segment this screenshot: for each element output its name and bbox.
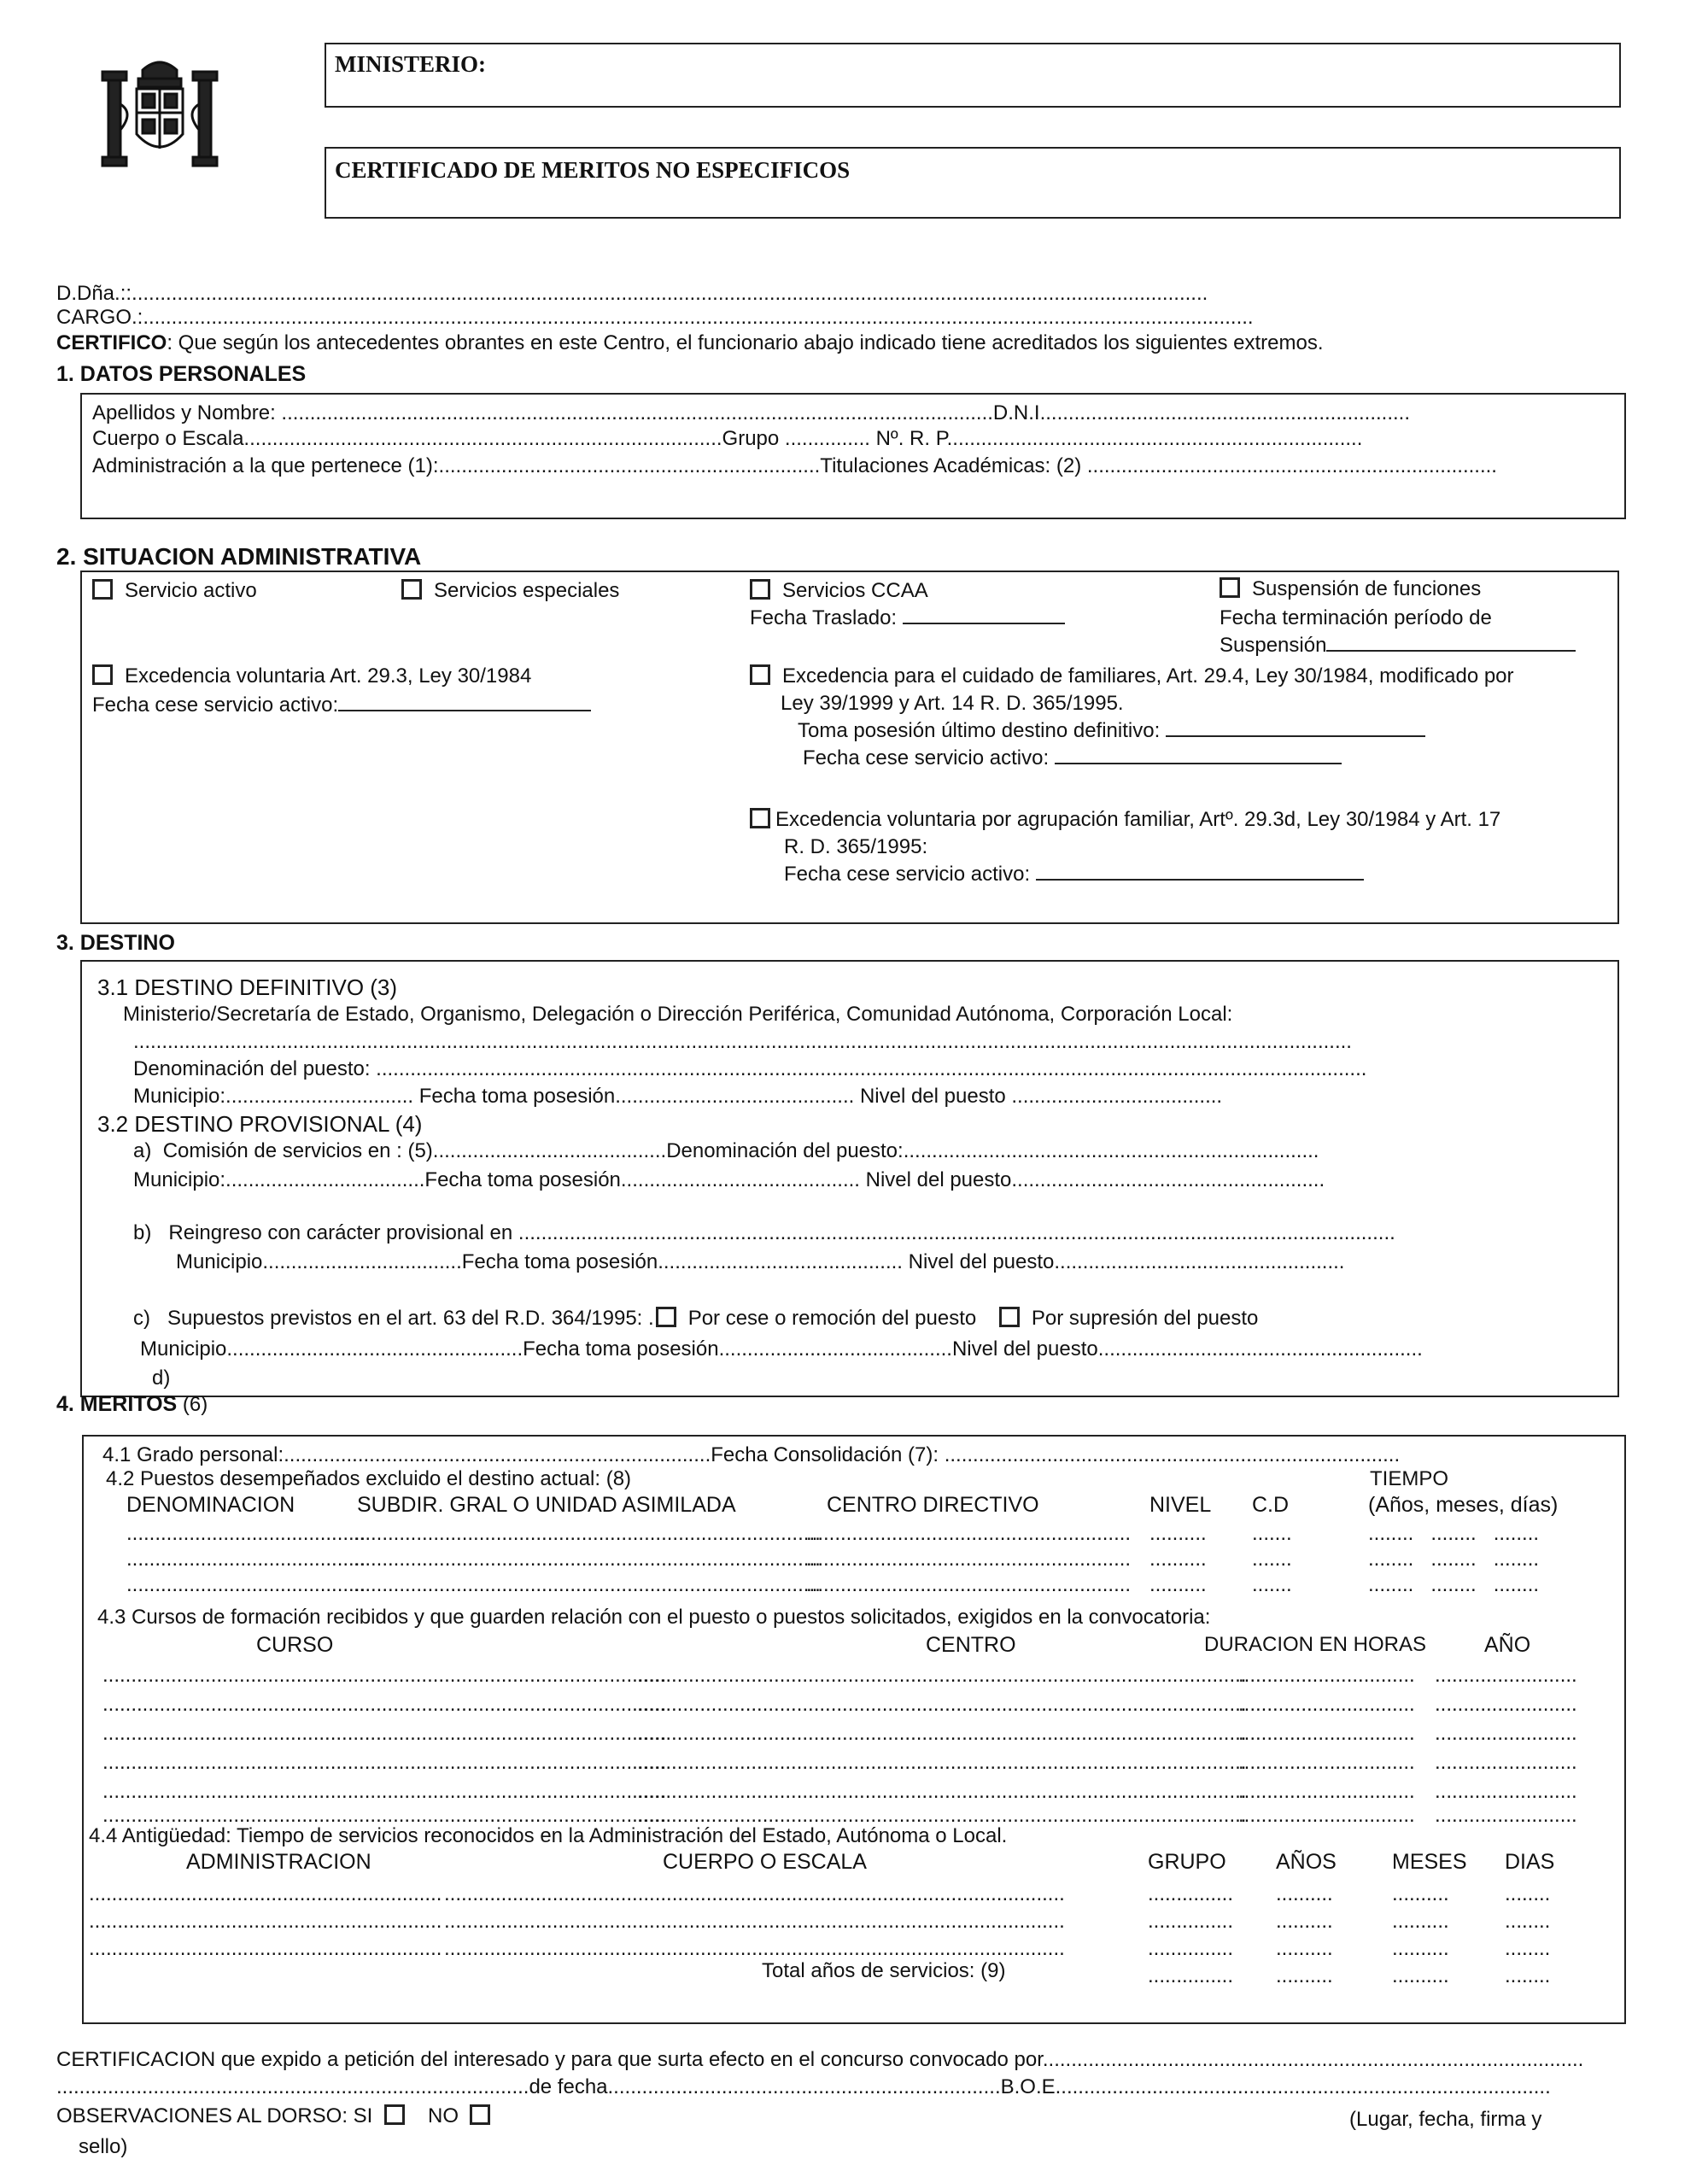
dna-field[interactable]: D.Dña.::............................................................................................................................................................................................. xyxy=(56,282,1208,305)
fecha-cese-1-field[interactable] xyxy=(338,694,591,711)
puestos-desempenados-label: 4.2 Puestos desempeñados excluido el destino actual: (8) xyxy=(106,1467,632,1490)
col-tiempo: (Años, meses, días) xyxy=(1368,1493,1559,1517)
toma-posesion-label: Toma posesión último destino definitivo: xyxy=(798,719,1161,742)
col-anio: AÑO xyxy=(1484,1633,1531,1657)
fecha-boe-field[interactable]: ...................................................................................de fecha.....................................................................B.O.E....................................................................................... xyxy=(56,2075,1551,2098)
grado-personal-field[interactable]: 4.1 Grado personal:...........................................................................Fecha Consolidación (7): ................................................................................ xyxy=(102,1443,1401,1466)
servicios-especiales-label: Servicios especiales xyxy=(434,579,620,602)
suspension-date-field[interactable] xyxy=(1326,635,1576,652)
item-c-letter: c) xyxy=(133,1307,150,1330)
col-subdireccion: SUBDIR. GRAL O UNIDAD ASIMILADA xyxy=(357,1493,736,1517)
excedencia-cuidado-label-2: Ley 39/1999 y Art. 14 R. D. 365/1995. xyxy=(781,692,1124,715)
excedencia-agrupacion-label: Excedencia voluntaria por agrupación familiar, Artº. 29.3d, Ley 30/1984 y Art. 17 xyxy=(775,808,1501,831)
municipio-definitivo-field[interactable]: Municipio:................................. Fecha toma posesión.......................................... Nivel del puesto ..................................... xyxy=(133,1085,1223,1108)
col-centro-directivo: CENTRO DIRECTIVO xyxy=(827,1493,1039,1517)
fecha-cese-2-label: Fecha cese servicio activo: xyxy=(803,746,1050,770)
suspension-label: Suspensión de funciones xyxy=(1252,577,1482,600)
col-centro: CENTRO xyxy=(926,1633,1016,1657)
col-grupo: GRUPO xyxy=(1148,1850,1226,1874)
fecha-cese-1-label: Fecha cese servicio activo: xyxy=(92,693,339,717)
municipio-c-field[interactable]: Municipio....................................................Fecha toma posesión.........................................Nivel del puesto......................................................... xyxy=(140,1337,1423,1361)
ministerio-label: MINISTERIO: xyxy=(335,51,487,77)
section-3-title: 3. DESTINO xyxy=(56,931,175,955)
col-duracion: DURACION EN HORAS xyxy=(1204,1633,1427,1656)
observaciones-no-checkbox[interactable] xyxy=(470,2104,490,2125)
excedencia-agrupacion-checkbox[interactable] xyxy=(750,808,770,828)
municipio-a-field[interactable]: Municipio:...................................Fecha toma posesión.......................................... Nivel del puesto....................................................... xyxy=(133,1168,1325,1191)
reingreso-field[interactable]: Reingreso con carácter provisional en .......................................................................................................................................................... xyxy=(168,1221,1395,1244)
ministerio-organismo-label: Ministerio/Secretaría de Estado, Organismo, Delegación o Dirección Periférica, Comunidad Autónoma, Corporación Local: xyxy=(123,1003,1233,1026)
title-box xyxy=(325,147,1621,219)
item-d-letter: d) xyxy=(152,1366,171,1390)
servicios-ccaa-label: Servicios CCAA xyxy=(782,579,928,602)
excedencia-agrupacion-label-2: R. D. 365/1995: xyxy=(784,835,928,858)
item-b-letter: b) xyxy=(133,1221,152,1244)
comision-servicios-field[interactable]: Comisión de servicios en : (5).........................................Denominación del puesto:......................................................................... xyxy=(162,1139,1319,1162)
toma-posesion-field[interactable] xyxy=(1166,720,1425,737)
fecha-traslado-field[interactable] xyxy=(903,607,1065,624)
section-4-note: (6) xyxy=(182,1393,208,1416)
excedencia-cuidado-checkbox[interactable] xyxy=(750,664,770,685)
section-4-title: 4. MERITOS xyxy=(56,1392,178,1416)
destino-definitivo-field[interactable]: ...................................................................................................................................................................................................................... xyxy=(133,1030,1352,1053)
excedencia-voluntaria-checkbox[interactable] xyxy=(92,664,113,685)
col-denominacion: DENOMINACION xyxy=(126,1493,295,1517)
municipio-b-field[interactable]: Municipio...................................Fecha toma posesión........................................... Nivel del puesto................................................... xyxy=(176,1250,1345,1273)
suspension-checkbox[interactable] xyxy=(1220,577,1240,598)
excedencia-cuidado-label: Excedencia para el cuidado de familiares, Art. 29.4, Ley 30/1984, modificado por xyxy=(782,664,1514,688)
cese-remocion-label: Por cese o remoción del puesto xyxy=(687,1307,977,1330)
tiempo-label: TIEMPO xyxy=(1370,1467,1449,1490)
col-curso: CURSO xyxy=(256,1633,334,1657)
fecha-cese-2-field[interactable] xyxy=(1055,747,1342,764)
col-cd: C.D xyxy=(1252,1493,1290,1517)
certifico-label: CERTIFICO xyxy=(56,331,167,354)
document-title: CERTIFICADO DE MERITOS NO ESPECIFICOS xyxy=(335,157,851,183)
cese-remocion-checkbox[interactable] xyxy=(656,1307,676,1327)
observaciones-label: OBSERVACIONES AL DORSO: SI xyxy=(56,2104,373,2127)
total-anios-label: Total años de servicios: (9) xyxy=(762,1959,1006,1982)
cargo-field[interactable]: CARGO.:................................................................................................................................................................................................... xyxy=(56,306,1254,329)
fecha-traslado-label: Fecha Traslado: xyxy=(750,606,898,629)
destino-provisional-title: 3.2 DESTINO PROVISIONAL (4) xyxy=(97,1111,423,1137)
section-1-title: 1. DATOS PERSONALES xyxy=(56,362,307,386)
servicio-activo-checkbox[interactable] xyxy=(92,579,113,600)
sello-label: sello) xyxy=(79,2135,128,2158)
col-cuerpo-escala: CUERPO O ESCALA xyxy=(663,1850,867,1874)
col-dias: DIAS xyxy=(1505,1850,1555,1874)
observaciones-si-checkbox[interactable] xyxy=(384,2104,405,2125)
lugar-fecha-firma-label: (Lugar, fecha, firma y xyxy=(1349,2108,1542,2131)
col-nivel: NIVEL xyxy=(1149,1493,1212,1517)
antiguedad-label: 4.4 Antigüedad: Tiempo de servicios reconocidos en la Administración del Estado, Autónoma o Local. xyxy=(89,1824,1008,1847)
denominacion-puesto-field[interactable]: Denominación del puesto: .............................................................................................................................................................................. xyxy=(133,1057,1367,1080)
col-meses: MESES xyxy=(1392,1850,1467,1874)
destino-definitivo-title: 3.1 DESTINO DEFINITIVO (3) xyxy=(97,974,398,1000)
observaciones-no-label: NO xyxy=(428,2104,459,2127)
cuerpo-field[interactable]: Cuerpo o Escala....................................................................................Grupo ............... Nº. R. P......................................................................... xyxy=(92,427,1363,450)
apellidos-field[interactable]: Apellidos y Nombre: .............................................................................................................................D.N.I................................................................. xyxy=(92,401,1411,424)
fecha-cese-3-label: Fecha cese servicio activo: xyxy=(784,863,1031,886)
certifico-text: : Que según los antecedentes obrantes en este Centro, el funcionario abajo indicado tiene acreditados los siguientes extremos. xyxy=(167,331,1324,354)
ministerio-box xyxy=(325,43,1621,108)
excedencia-voluntaria-label: Excedencia voluntaria Art. 29.3, Ley 30/1984 xyxy=(125,664,532,688)
item-a-letter: a) xyxy=(133,1139,152,1162)
certificacion-field[interactable]: CERTIFICACION que expido a petición del interesado y para que surta efecto en el concurso convocado por............................................................................................... xyxy=(56,2048,1584,2071)
servicio-activo-label: Servicio activo xyxy=(125,579,257,602)
supresion-checkbox[interactable] xyxy=(999,1307,1020,1327)
supresion-label: Por supresión del puesto xyxy=(1031,1307,1259,1330)
fecha-cese-3-field[interactable] xyxy=(1036,863,1364,881)
administracion-field[interactable]: Administración a la que pertenece (1):...................................................................Titulaciones Académicas: (2) ........................................................................ xyxy=(92,454,1497,477)
servicios-ccaa-checkbox[interactable] xyxy=(750,579,770,600)
supuestos-label: Supuestos previstos en el art. 63 del R.D. 364/1995: . xyxy=(167,1307,654,1330)
servicios-especiales-checkbox[interactable] xyxy=(401,579,422,600)
suspension2-label: Suspensión xyxy=(1220,634,1327,657)
fecha-terminacion-label: Fecha terminación período de xyxy=(1220,606,1492,629)
col-administracion: ADMINISTRACION xyxy=(186,1850,371,1874)
section-2-title: 2. SITUACION ADMINISTRATIVA xyxy=(56,543,422,570)
cursos-label: 4.3 Cursos de formación recibidos y que guarden relación con el puesto o puestos solicitados, exigidos en la convocatoria: xyxy=(97,1606,1211,1629)
col-anios: AÑOS xyxy=(1276,1850,1337,1874)
coat-of-arms-logo xyxy=(96,53,224,181)
